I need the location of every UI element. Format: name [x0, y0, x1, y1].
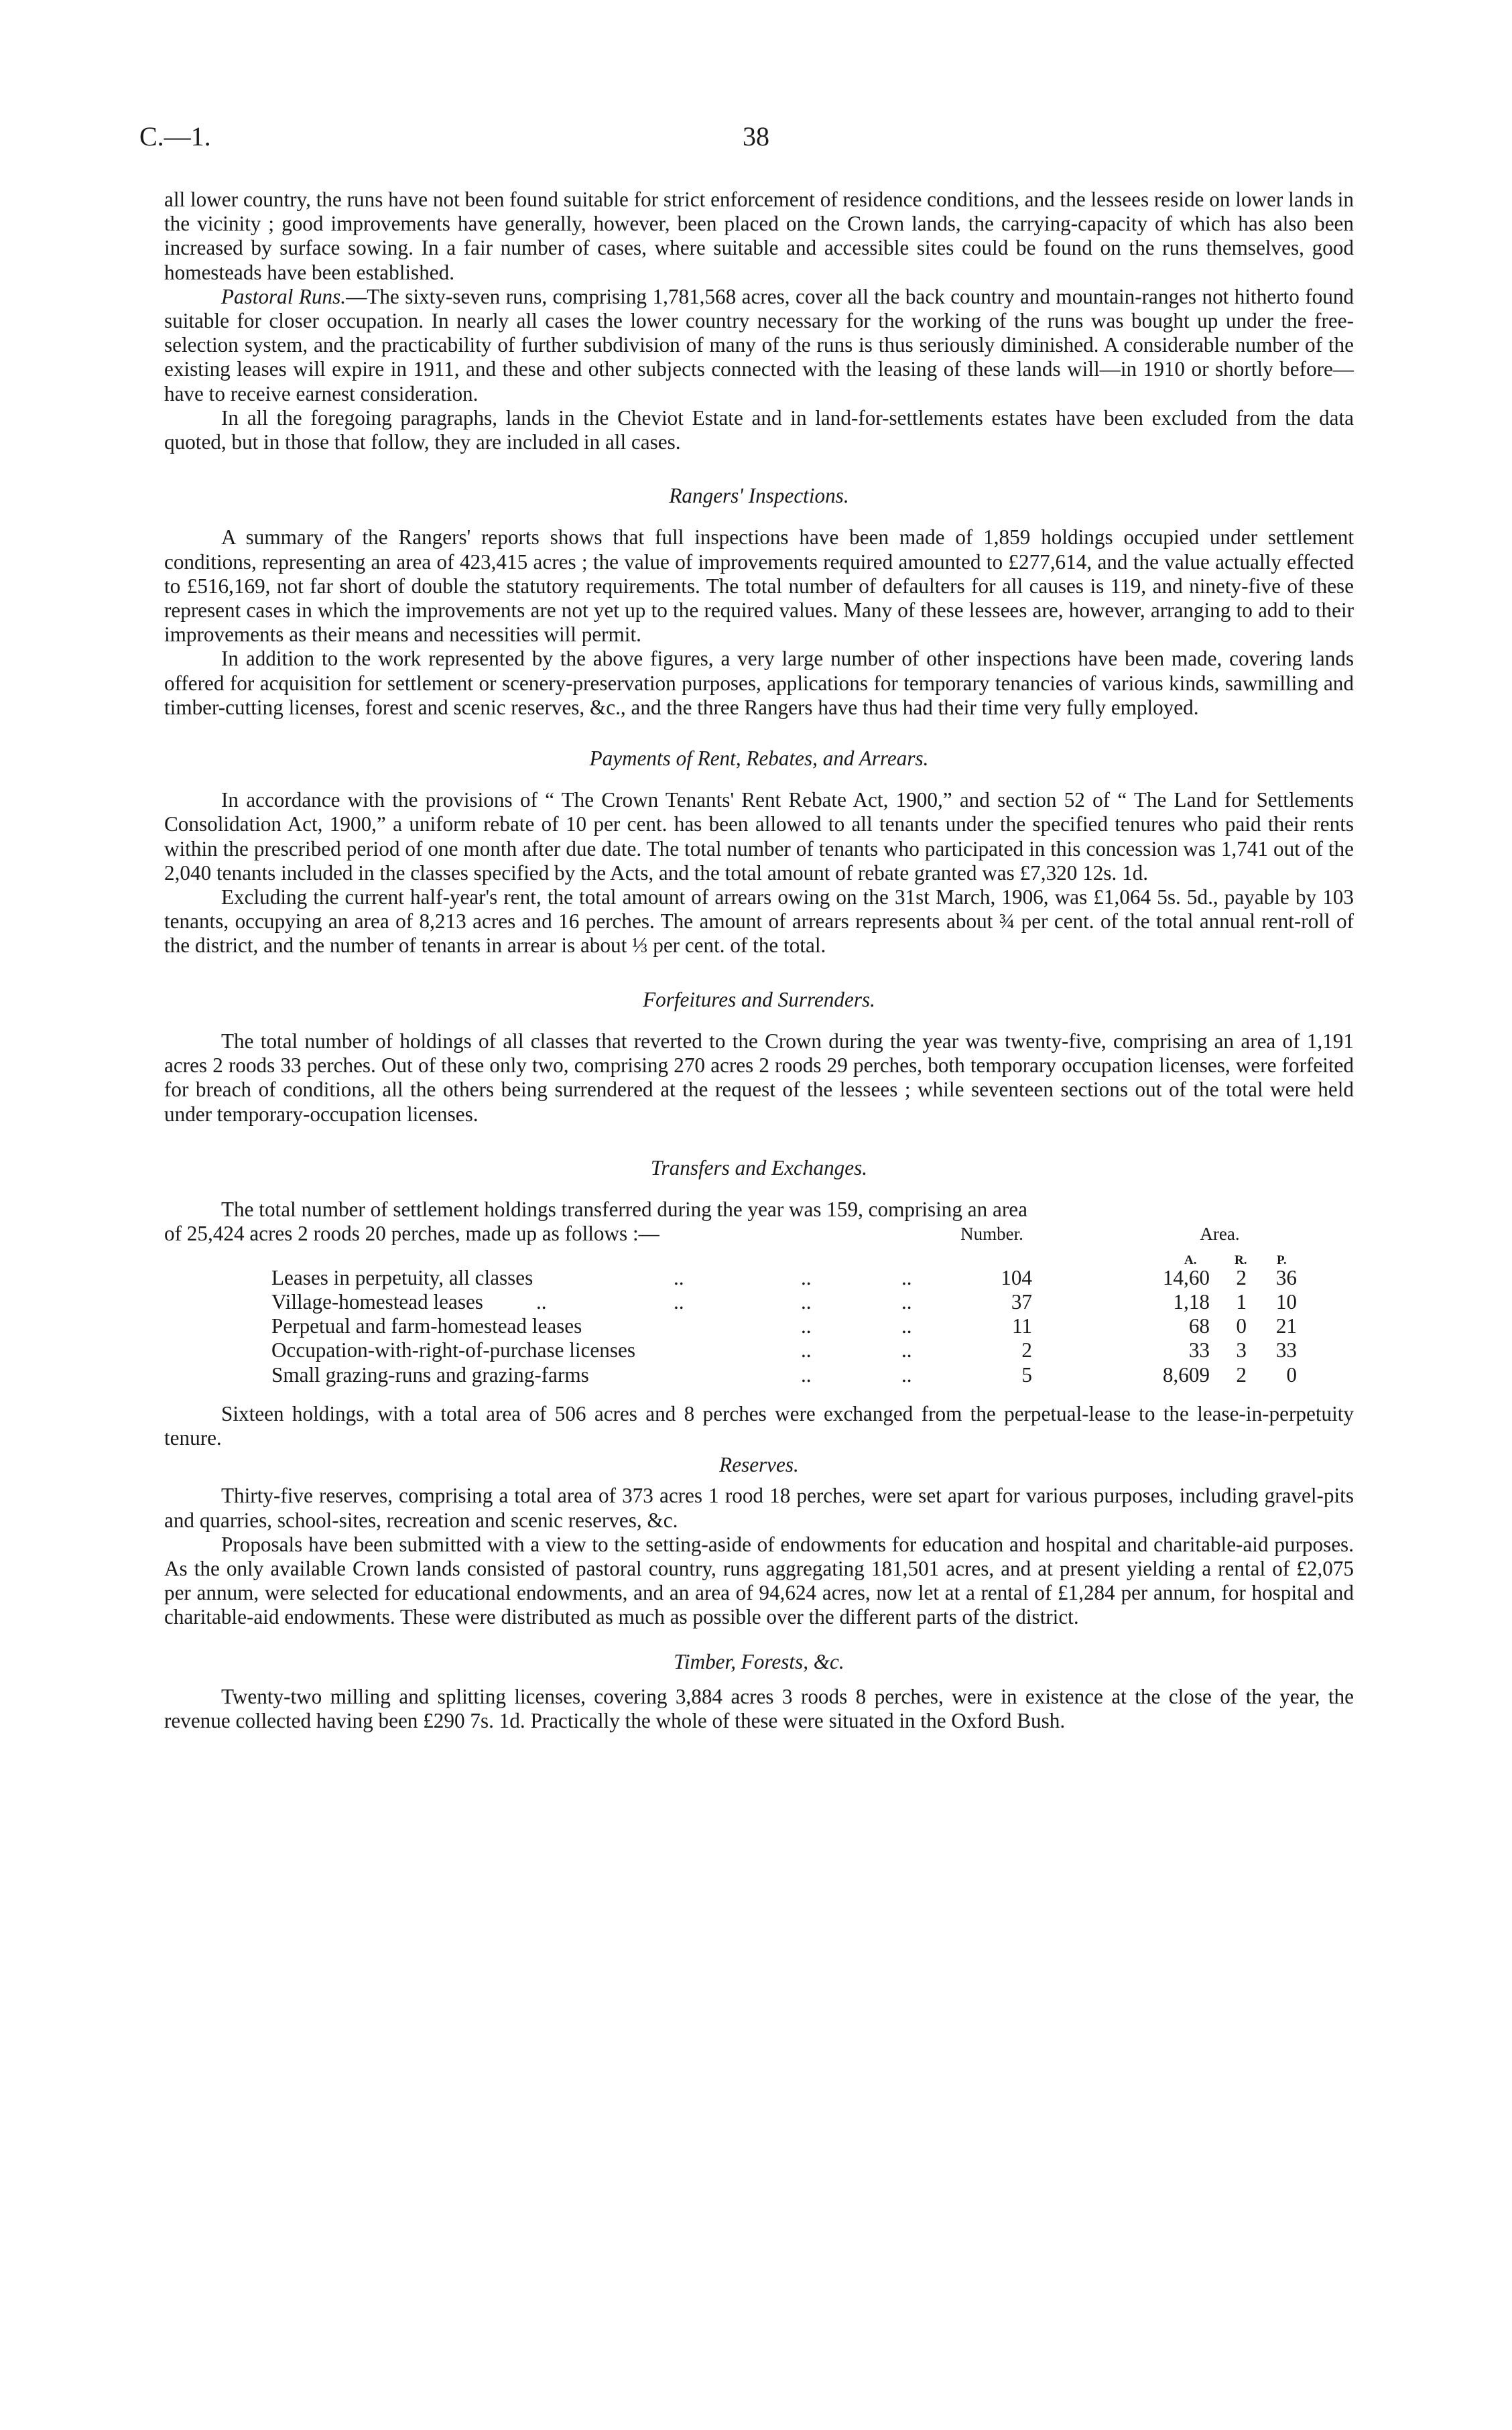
table-row: Perpetual and farm-homestead leases .. .. 11 68 0 21 — [271, 1314, 1297, 1338]
table-row: Leases in perpetuity, all classes .. .. .. 104 14,60 2 36 — [271, 1265, 1297, 1289]
row-perches: 36 — [1275, 1265, 1297, 1289]
row-perches: 21 — [1275, 1314, 1297, 1338]
page-body — [164, 188, 1354, 1733]
paragraph-forfeitures-1: The total number of holdings of all classes that reverted to the Crown during the year was twenty-five, comprising an area of 1,191 acres 2 roods 33 perches. Out of these only two, comprising 270 acres 2 roods 29 perches, both temporary occupation licenses, were forfeited for breach of conditions, all the others being surrendered at the request of the lessees ; while seventeen sections out of the total were held under temporary-occupation licenses. — [164, 1029, 1354, 1126]
row-acres: 33 — [1188, 1338, 1210, 1362]
section-heading-forfeitures: Forfeitures and Surrenders. — [643, 987, 875, 1011]
page-header — [139, 121, 1373, 161]
table-unit-row — [164, 1246, 1354, 1266]
row-label: Occupation-with-right-of-purchase licenses — [271, 1338, 635, 1362]
paragraph-intro: all lower country, the runs have not been found suitable for strict enforcement of residence conditions, and the lessees reside on lower lands in the vicinity ; good improvements have generally, however, been placed on the Crown lands, the carrying-capacity of which has also been increased by surface sowing. In a fair number of cases, where suitable and accessible sites could be found on the runs themselves, good homesteads have been established. — [164, 188, 1354, 284]
row-acres: 68 — [1188, 1314, 1210, 1338]
intro-text: of 25,424 acres 2 roods 20 perches, made up as follows :— — [164, 1221, 659, 1245]
paragraph-text: —The sixty-seven runs, comprising 1,781,568 acres, cover all the back country and mountain-ranges not hitherto found suitable for closer occupation. In nearly all cases the lower country necessary for the working of the runs was bought up under the free-selection system, and the practicability of further subdivision of many of the runs is thus seriously diminished. A considerable number of the existing leases will expire in 1911, and these and other subjects connected with the leasing of these lands will—in 1910 or shortly before—have to receive earnest consideration. — [164, 284, 1354, 405]
row-roods: 1 — [1236, 1290, 1247, 1314]
row-perches: 0 — [1286, 1362, 1297, 1387]
paragraph-lead: Pastoral Runs. — [221, 284, 346, 308]
document-reference: C.—1. — [139, 121, 211, 151]
paragraph-pastoral-runs — [164, 285, 1354, 406]
row-perches: 10 — [1275, 1290, 1297, 1314]
unit-acres: A. — [1184, 1253, 1197, 1267]
paragraph-reserves-2: Proposals have been submitted with a view to the setting-aside of endowments for education and hospital and charitable-aid purposes. As the only available Crown lands consisted of pastoral country, runs aggregating 181,501 acres, and at present yielding a rental of £2,075 per annum, were selected for educational endowments, and an area of 94,624 acres, now let at a rental of £1,284 per annum, for hospital and charitable-aid endowments. These were distributed as much as possible over the different parts of the district. — [164, 1532, 1354, 1629]
section-heading-rangers: Rangers' Inspections. — [669, 484, 849, 508]
intro-text: The total number of settlement holdings transferred during the year was 159, comprising an area — [221, 1197, 1027, 1221]
unit-roods: R. — [1235, 1253, 1247, 1267]
section-heading-transfers: Transfers and Exchanges. — [650, 1155, 868, 1179]
row-acres: 1,18 — [1173, 1290, 1210, 1314]
paragraph-foregoing: In all the foregoing paragraphs, lands in the Cheviot Estate and in land-for-settlements estates have been excluded from the data quoted, but in those that follow, they are included in all cases. — [164, 405, 1354, 454]
table-row: Small grazing-runs and grazing-farms .. .. 5 8,609 2 0 — [271, 1362, 1297, 1387]
row-roods: 0 — [1236, 1314, 1247, 1338]
row-label: Leases in perpetuity, all classes — [271, 1265, 533, 1289]
row-roods: 2 — [1236, 1265, 1247, 1289]
row-label: Perpetual and farm-homestead leases — [271, 1314, 582, 1338]
row-acres: 8,609 — [1162, 1362, 1210, 1387]
paragraph-rangers-1: A summary of the Rangers' reports shows that full inspections have been made of 1,859 holdings occupied under settlement conditions, representing an area of 423,415 acres ; the value of improvements required amounted to £277,614, and the value actually effected to £516,169, not far short of double the statutory requirements. The total number of defaulters for all causes is 119, and ninety-five of these represent cases in which the improvements are not yet up to the required values. Many of these lessees are, however, arranging to add to their improvements as their means and necessities will permit. — [164, 525, 1354, 647]
row-number: 37 — [1011, 1290, 1032, 1314]
transfers-intro-line-1 — [164, 1198, 1354, 1222]
paragraph-payments-2: Excluding the current half-year's rent, the total amount of arrears owing on the 31st March, 1906, was £1,064 5s. 5d., payable by 103 tenants, occupying an area of 8,213 acres and 16 perches. The amount of arrears represents about ¾ per cent. of the total annual rent-roll of the district, and the number of tenants in arrear is about ⅓ per cent. of the total. — [164, 885, 1354, 958]
row-number: 2 — [1021, 1338, 1032, 1362]
row-perches: 33 — [1275, 1338, 1297, 1362]
transfers-table — [164, 1246, 1354, 1387]
row-acres: 14,60 — [1162, 1265, 1210, 1289]
column-header-area: Area. — [1200, 1223, 1240, 1244]
paragraph-reserves-1: Thirty-five reserves, comprising a total area of 373 acres 1 rood 18 perches, were set apart for various purposes, including gravel-pits and quarries, school-sites, recreation and scenic reserves, &c. — [164, 1484, 1354, 1532]
unit-perches: P. — [1277, 1253, 1287, 1267]
row-label: Village-homestead leases — [271, 1290, 483, 1314]
paragraph-timber-1: Twenty-two milling and splitting licenses, covering 3,884 acres 3 roods 8 perches, were in existence at the close of the year, the revenue collected having been £290 7s. 1d. Practically the whole of these were situated in the Oxford Bush. — [164, 1684, 1354, 1733]
section-heading-timber: Timber, Forests, &c. — [674, 1649, 844, 1673]
row-roods: 2 — [1236, 1362, 1247, 1387]
row-number: 104 — [1001, 1265, 1032, 1289]
section-heading-payments: Payments of Rent, Rebates, and Arrears. — [589, 747, 929, 771]
row-number: 5 — [1021, 1362, 1032, 1387]
paragraph-exchanges: Sixteen holdings, with a total area of 506 acres and 8 perches were exchanged from the perpetual-lease to the lease-in-perpetuity tenure. — [164, 1401, 1354, 1450]
paragraph-payments-1: In accordance with the provisions of “ The Crown Tenants' Rent Rebate Act, 1900,” and section 52 of “ The Land for Settlements Consolidation Act, 1900,” a uniform rebate of 10 per cent. has been allowed to all tenants under the specified tenures who paid their rents within the prescribed period of one month after due date. The total number of tenants who participated in this concession was 1,741 out of the 2,040 tenants included in the classes specified by the Acts, and the total amount of rebate granted was £7,320 12s. 1d. — [164, 788, 1354, 885]
row-number: 11 — [1011, 1314, 1032, 1338]
transfers-intro-line-2 — [164, 1222, 1354, 1246]
table-row: Village-homestead leases .. .. .. .. 37 1,18 1 10 — [271, 1290, 1297, 1314]
section-heading-reserves: Reserves. — [719, 1453, 799, 1477]
row-label: Small grazing-runs and grazing-farms — [271, 1362, 589, 1387]
table-row: Occupation-with-right-of-purchase licenses .. .. 2 33 3 33 — [271, 1338, 1297, 1362]
row-roods: 3 — [1236, 1338, 1247, 1362]
column-header-number: Number. — [960, 1223, 1023, 1244]
page-number: 38 — [743, 121, 769, 151]
paragraph-rangers-2: In addition to the work represented by the above figures, a very large number of other inspections have been made, covering lands offered for acquisition for settlement or scenery-preservation purposes, applications for temporary tenancies of various kinds, sawmilling and timber-cutting licenses, forest and scenic reserves, &c., and the three Rangers have thus had their time very fully employed. — [164, 647, 1354, 719]
